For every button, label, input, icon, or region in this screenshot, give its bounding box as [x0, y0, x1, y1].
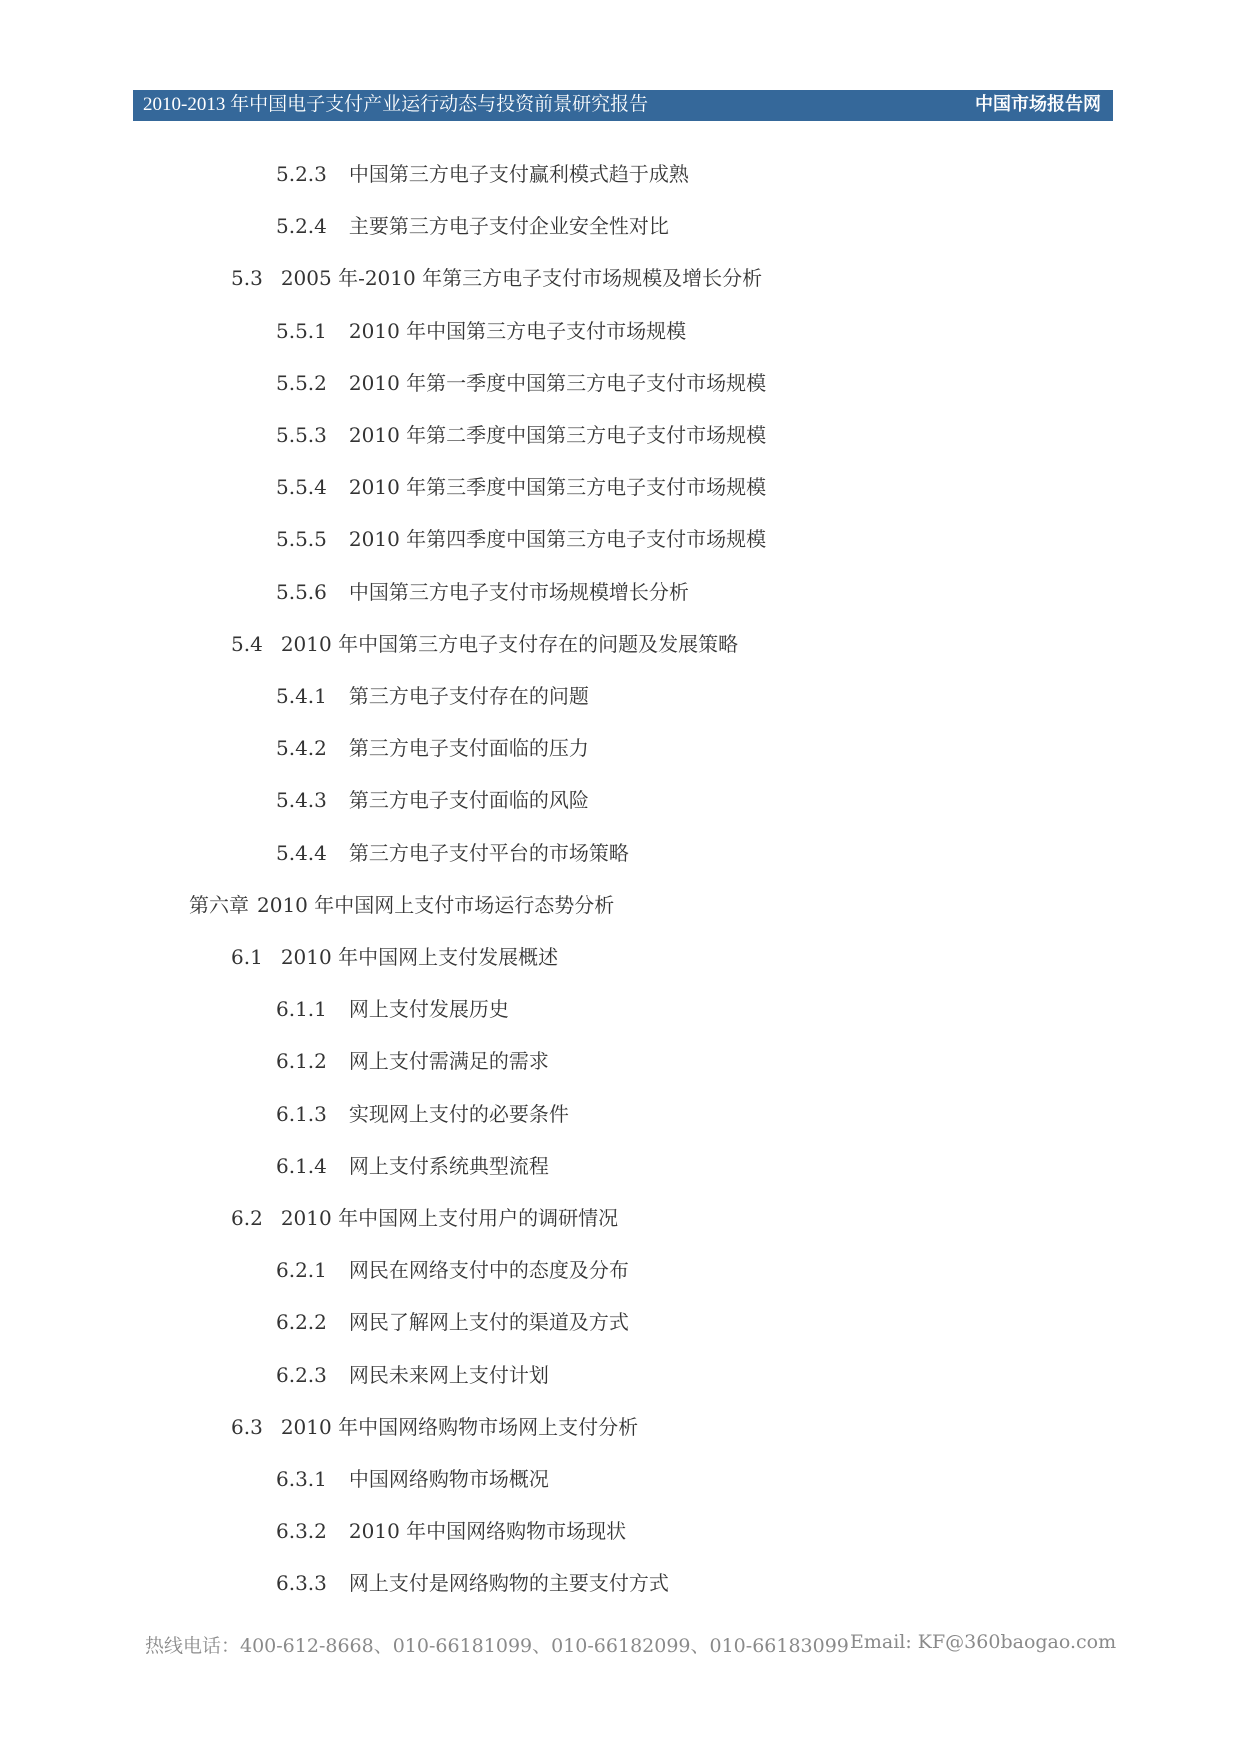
toc-entry[interactable]: [276, 370, 766, 396]
toc-entry-title: 2010 年第一季度中国第三方电子支付市场规模: [348, 371, 767, 395]
toc-entry-title: 中国网络购物市场概况: [348, 1467, 549, 1491]
toc-entry-title: 网民未来网上支付计划: [348, 1363, 549, 1387]
email-text: Email: KF@360baogao.com: [850, 1631, 1117, 1653]
toc-entry-number: 5.4.4: [276, 841, 327, 865]
toc-entry-number: 6.2.1: [276, 1258, 327, 1282]
page-footer: [145, 1631, 1117, 1661]
toc-entry-number: 5.3: [231, 266, 263, 290]
toc-entry-title: 第三方电子支付面临的风险: [348, 788, 589, 812]
toc-entry[interactable]: [276, 1101, 569, 1127]
toc-entry[interactable]: [276, 1570, 669, 1596]
toc-entry-title: 网民在网络支付中的态度及分布: [348, 1258, 629, 1282]
toc-entry-number: 5.5.2: [276, 371, 327, 395]
toc-entry-title: 2010 年中国网上支付发展概述: [280, 945, 559, 969]
toc-entry[interactable]: [276, 579, 689, 605]
toc-entry-number: 5.5.6: [276, 580, 327, 604]
toc-entry-number: 6.2.3: [276, 1363, 327, 1387]
toc-entry-number: 6.2: [231, 1206, 263, 1230]
toc-entry[interactable]: [276, 996, 509, 1022]
toc-entry[interactable]: [276, 840, 629, 866]
toc-entry[interactable]: [276, 422, 766, 448]
toc-entry[interactable]: [276, 683, 589, 709]
toc-entry-title: 2010 年第二季度中国第三方电子支付市场规模: [348, 423, 767, 447]
toc-entry[interactable]: [276, 787, 589, 813]
toc-entry[interactable]: [276, 1257, 629, 1283]
toc-entry[interactable]: [276, 1466, 549, 1492]
toc-entry-title: 第三方电子支付面临的压力: [348, 736, 589, 760]
toc-entry-number: 第六章: [189, 893, 249, 917]
toc-entry[interactable]: [276, 474, 766, 500]
hotline-text: 热线电话：400-612-8668、010-66181099、010-66182099、010-66183099: [145, 1635, 849, 1657]
toc-entry-title: 2010 年中国网络购物市场网上支付分析: [280, 1415, 639, 1439]
toc-entry-number: 5.2.4: [276, 214, 327, 238]
toc-entry[interactable]: [276, 735, 589, 761]
toc-entry-title: 网上支付需满足的需求: [348, 1049, 549, 1073]
toc-entry-number: 6.3.3: [276, 1571, 327, 1595]
toc-entry-number: 5.4: [231, 632, 263, 656]
toc-entry-title: 2010 年第四季度中国第三方电子支付市场规模: [348, 527, 767, 551]
toc-entry[interactable]: [189, 892, 614, 918]
toc-entry-number: 5.4.3: [276, 788, 327, 812]
toc-entry-number: 6.3.2: [276, 1519, 327, 1543]
brand-name: 中国市场报告网: [975, 94, 1101, 115]
toc-entry-number: 6.1.3: [276, 1102, 327, 1126]
toc-entry-title: 2010 年中国第三方电子支付市场规模: [348, 319, 687, 343]
toc-entry-title: 2010 年中国第三方电子支付存在的问题及发展策略: [280, 632, 739, 656]
toc-entry-title: 2010 年中国网上支付用户的调研情况: [280, 1206, 619, 1230]
toc-entry[interactable]: [231, 265, 762, 291]
toc-entry-number: 5.4.1: [276, 684, 327, 708]
toc-entry-number: 5.2.3: [276, 162, 327, 186]
report-title: 2010-2013 年中国电子支付产业运行动态与投资前景研究报告: [143, 94, 649, 115]
toc-entry-title: 第三方电子支付存在的问题: [348, 684, 589, 708]
toc-entry[interactable]: [276, 213, 669, 239]
toc-entry-title: 网民了解网上支付的渠道及方式: [348, 1310, 629, 1334]
toc-entry[interactable]: [276, 161, 689, 187]
toc-entry-number: 6.1: [231, 945, 263, 969]
toc-entry[interactable]: [276, 318, 686, 344]
toc-entry-number: 5.4.2: [276, 736, 327, 760]
toc-entry[interactable]: [276, 1153, 549, 1179]
toc-entry-title: 2010 年第三季度中国第三方电子支付市场规模: [348, 475, 767, 499]
toc-entry-title: 网上支付系统典型流程: [348, 1154, 549, 1178]
toc-entry-title: 第三方电子支付平台的市场策略: [348, 841, 629, 865]
toc-entry-title: 2005 年-2010 年第三方电子支付市场规模及增长分析: [280, 266, 763, 290]
toc-entry[interactable]: [231, 1205, 618, 1231]
toc-entry-title: 实现网上支付的必要条件: [348, 1102, 569, 1126]
toc-entry-number: 5.5.3: [276, 423, 327, 447]
toc-entry-number: 6.2.2: [276, 1310, 327, 1334]
toc-entry-title: 2010 年中国网上支付市场运行态势分析: [257, 893, 615, 917]
toc-entry-number: 5.5.5: [276, 527, 327, 551]
toc-entry-number: 6.1.1: [276, 997, 327, 1021]
toc-entry[interactable]: [276, 526, 766, 552]
toc-entry-title: 网上支付发展历史: [348, 997, 509, 1021]
toc-entry-title: 2010 年中国网络购物市场现状: [348, 1519, 627, 1543]
toc-entry[interactable]: [276, 1518, 626, 1544]
toc-entry-number: 6.1.4: [276, 1154, 327, 1178]
toc-entry[interactable]: [231, 631, 738, 657]
toc-entry[interactable]: [276, 1309, 629, 1335]
toc-entry[interactable]: [231, 944, 558, 970]
toc-entry-title: 中国第三方电子支付赢利模式趋于成熟: [348, 162, 689, 186]
toc-entry-title: 中国第三方电子支付市场规模增长分析: [348, 580, 689, 604]
toc-entry-number: 6.3: [231, 1415, 263, 1439]
toc-entry-number: 5.5.4: [276, 475, 327, 499]
toc-entry[interactable]: [276, 1362, 549, 1388]
toc-entry[interactable]: [231, 1414, 638, 1440]
toc-entry-number: 5.5.1: [276, 319, 327, 343]
toc-entry-title: 主要第三方电子支付企业安全性对比: [348, 214, 669, 238]
toc-entry[interactable]: [276, 1048, 549, 1074]
toc-entry-number: 6.1.2: [276, 1049, 327, 1073]
toc-entry-title: 网上支付是网络购物的主要支付方式: [348, 1571, 669, 1595]
toc-entry-number: 6.3.1: [276, 1467, 327, 1491]
